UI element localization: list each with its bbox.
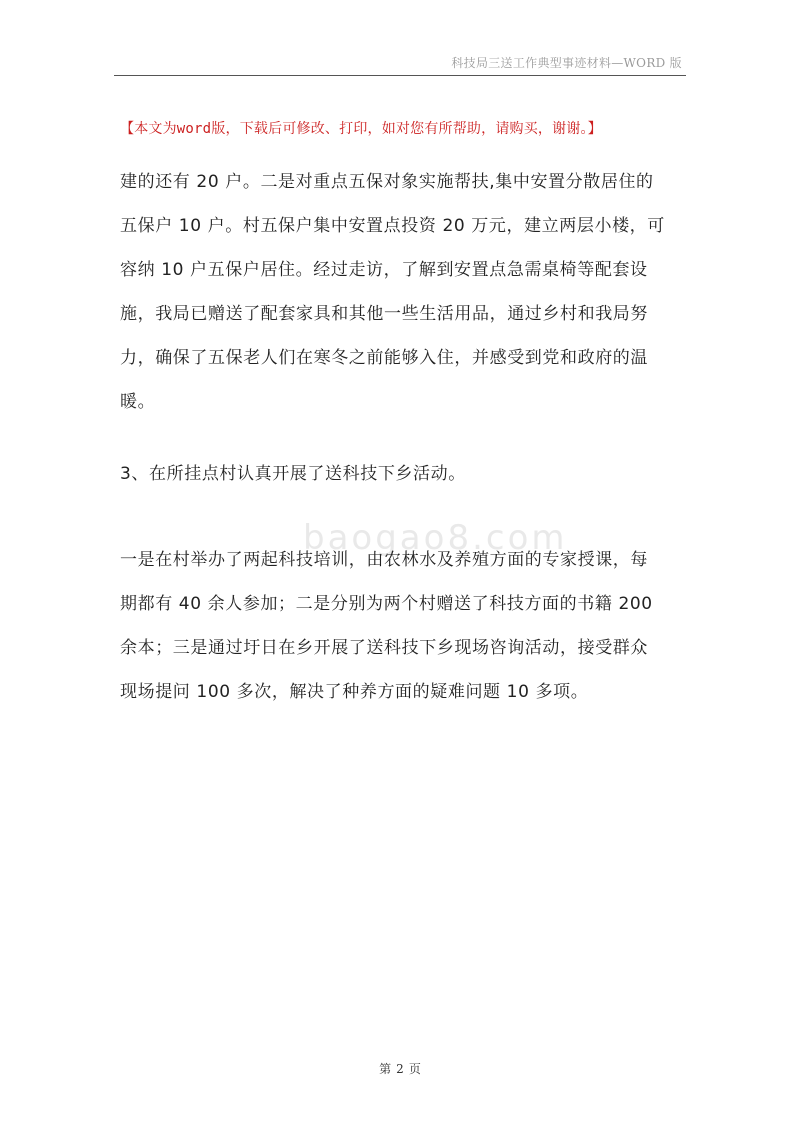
- section-heading-text: 3、在所挂点村认真开展了送科技下乡活动。: [120, 464, 466, 484]
- paragraph-line: 力，确保了五保老人们在寒冬之前能够入住，并感受到党和政府的温: [120, 348, 648, 368]
- paragraph-line: 期都有 40 余人参加；二是分别为两个村赠送了科技方面的书籍 200: [120, 594, 653, 614]
- page-footer: [0, 1060, 800, 1077]
- paragraph-line: 施，我局已赠送了配套家具和其他一些生活用品，通过乡村和我局努: [120, 304, 648, 324]
- purchase-notice: 【本文为word版，下载后可修改、打印，如对您有所帮助，请购买，谢谢。】: [120, 121, 602, 137]
- paragraph-line: 建的还有 20 户。二是对重点五保对象实施帮扶,集中安置分散居住的: [120, 172, 654, 192]
- paragraph-line: 五保户 10 户。村五保户集中安置点投资 20 万元，建立两层小楼，可: [120, 216, 665, 236]
- header-rule: [114, 75, 686, 76]
- paragraph-line: 容纳 10 户五保户居住。经过走访，了解到安置点急需桌椅等配套设: [120, 260, 648, 280]
- site-watermark: baogao8.com: [303, 518, 568, 558]
- header-title: 科技局三送工作典型事迹材料—WORD 版: [451, 56, 682, 70]
- footer-prefix: 第: [379, 1062, 392, 1076]
- paragraph-line: 一是在村举办了两起科技培训，由农林水及养殖方面的专家授课，每: [120, 550, 648, 570]
- paragraph-line: 现场提问 100 多次，解决了种养方面的疑难问题 10 多项。: [120, 682, 589, 702]
- paragraph-line: 暖。: [120, 392, 156, 412]
- paragraph-2: [120, 538, 685, 714]
- paragraph-line: 余本；三是通过圩日在乡开展了送科技下乡现场咨询活动，接受群众: [120, 638, 648, 658]
- footer-suffix: 页: [408, 1062, 421, 1076]
- section-heading-3: [120, 452, 685, 496]
- page-number: 2: [396, 1062, 404, 1076]
- paragraph-1: [120, 160, 685, 424]
